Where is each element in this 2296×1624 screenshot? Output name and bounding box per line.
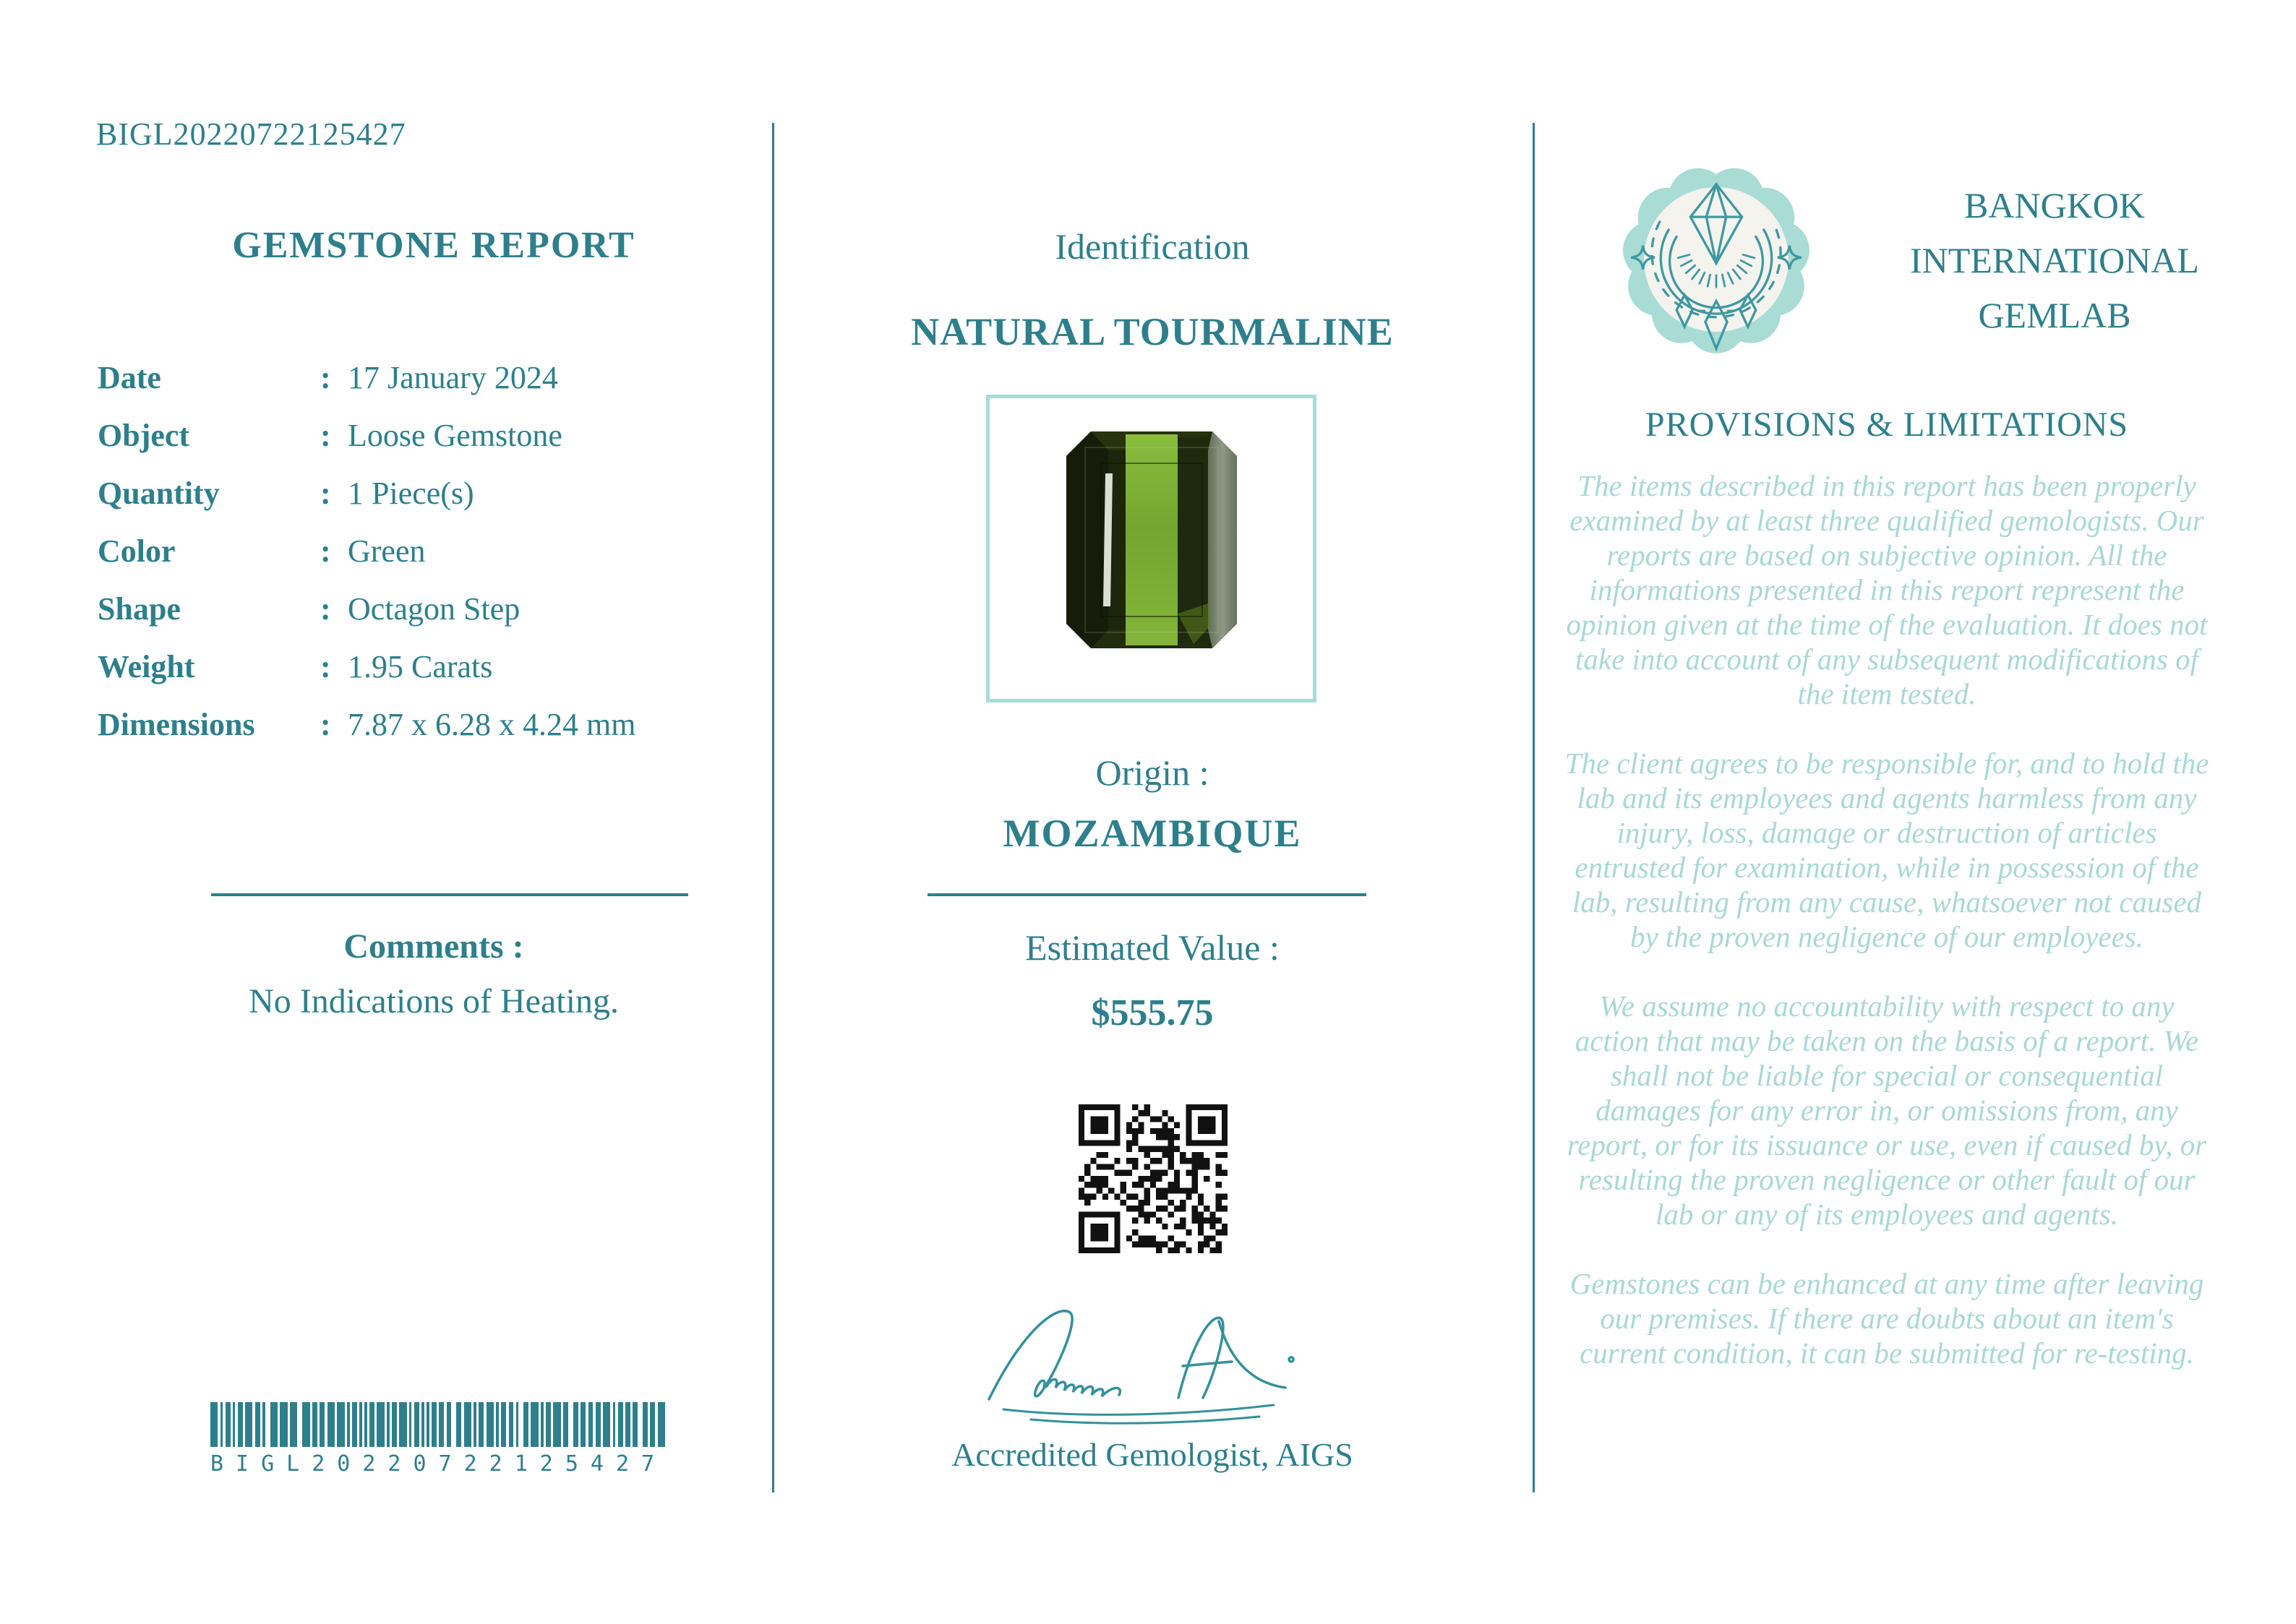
field-row-date	[98, 348, 770, 406]
field-row-dimensions	[98, 695, 770, 753]
comments-divider	[211, 893, 688, 896]
field-label: Object	[98, 417, 190, 453]
field-separator: :	[320, 590, 331, 627]
report-title: GEMSTONE REPORT	[232, 225, 635, 266]
signature	[961, 1285, 1337, 1430]
origin-value: MOZAMBIQUE	[1003, 812, 1302, 855]
field-separator: :	[320, 417, 331, 453]
lab-name-line: BANGKOK	[1964, 185, 2145, 225]
field-label: Dimensions	[98, 706, 255, 742]
provisions-paragraph: We assume no accountability with respect to any action that may be taken on the basis of a report. We shall not be liable for special or consequential damages for any error in, or omissions from, any report, or for its issuance or use, even if caused by, or resulting the proven negligence or other fault of our lab or any of its employees and agents.	[1567, 989, 2207, 1231]
field-separator: :	[320, 475, 331, 511]
signatory-title: Accredited Gemologist, AIGS	[951, 1436, 1353, 1473]
field-value: 17 January 2024	[348, 359, 558, 395]
gemstone-illustration	[1066, 431, 1237, 648]
column-divider-right	[1533, 123, 1535, 1492]
field-label: Color	[98, 533, 176, 569]
field-value: 1.95 Carats	[348, 648, 493, 684]
provisions-paragraph: The items described in this report has been properly examined by at least three qualified gemologists. Our reports are based on subjective opinion. All the informations presented in this report represent the opinion given at the time of the evaluation. It does not take into account of any subsequent modifications of the item tested.	[1566, 469, 2208, 710]
estimated-value-divider	[928, 893, 1366, 896]
report-number: BIGL20220722125427	[96, 116, 406, 152]
identification-heading: Identification	[1055, 226, 1250, 267]
barcode	[210, 1402, 666, 1477]
field-row-shape	[98, 580, 770, 637]
lab-name-line: GEMLAB	[1978, 295, 2131, 335]
estimated-value: $555.75	[1091, 992, 1214, 1034]
field-separator: :	[320, 359, 331, 395]
field-separator: :	[320, 648, 331, 684]
field-row-weight	[98, 637, 770, 695]
barcode-text: BIGL20220722125427	[210, 1451, 667, 1477]
comments-value: No Indications of Heating.	[249, 982, 619, 1021]
provisions-heading: PROVISIONS & LIMITATIONS	[1645, 405, 2129, 444]
field-value: Green	[348, 533, 426, 569]
field-value: Loose Gemstone	[348, 417, 562, 453]
field-separator: :	[320, 533, 331, 569]
field-label: Shape	[98, 590, 181, 627]
field-value: Octagon Step	[348, 590, 521, 627]
barcode-bars	[210, 1402, 666, 1447]
comments-label: Comments :	[343, 927, 524, 966]
gemlab-logo-icon	[1617, 160, 1815, 358]
gemstone-photo	[986, 395, 1316, 703]
lab-name	[1823, 178, 2286, 343]
field-label: Weight	[98, 648, 195, 684]
field-value: 1 Piece(s)	[348, 475, 474, 511]
origin-label: Origin :	[1095, 752, 1209, 793]
field-row-color	[98, 522, 770, 580]
field-label: Quantity	[98, 475, 220, 511]
lab-name-line: INTERNATIONAL	[1910, 240, 2199, 280]
provisions-text	[1562, 468, 2212, 1405]
provisions-paragraph: The client agrees to be responsible for, and to hold the lab and its employees and agents harmless from any injury, loss, damage or destruction of articles entrusted for examination, while in possession of the lab, resulting from any cause, whatsoever not caused by the proven negligence of our employees.	[1564, 747, 2209, 953]
estimated-value-label: Estimated Value :	[1025, 927, 1280, 968]
field-row-quantity	[98, 464, 770, 522]
species-name: NATURAL TOURMALINE	[911, 310, 1394, 353]
field-separator: :	[320, 706, 331, 742]
report-fields	[98, 348, 770, 753]
field-value: 7.87 x 6.28 x 4.24 mm	[348, 706, 636, 742]
provisions-paragraph: Gemstones can be enhanced at any time after leaving our premises. If there are doubts about an item's current condition, it can be submitted for re-testing.	[1569, 1267, 2204, 1370]
field-label: Date	[98, 359, 161, 395]
qr-code	[1079, 1104, 1228, 1253]
field-row-object	[98, 406, 770, 464]
